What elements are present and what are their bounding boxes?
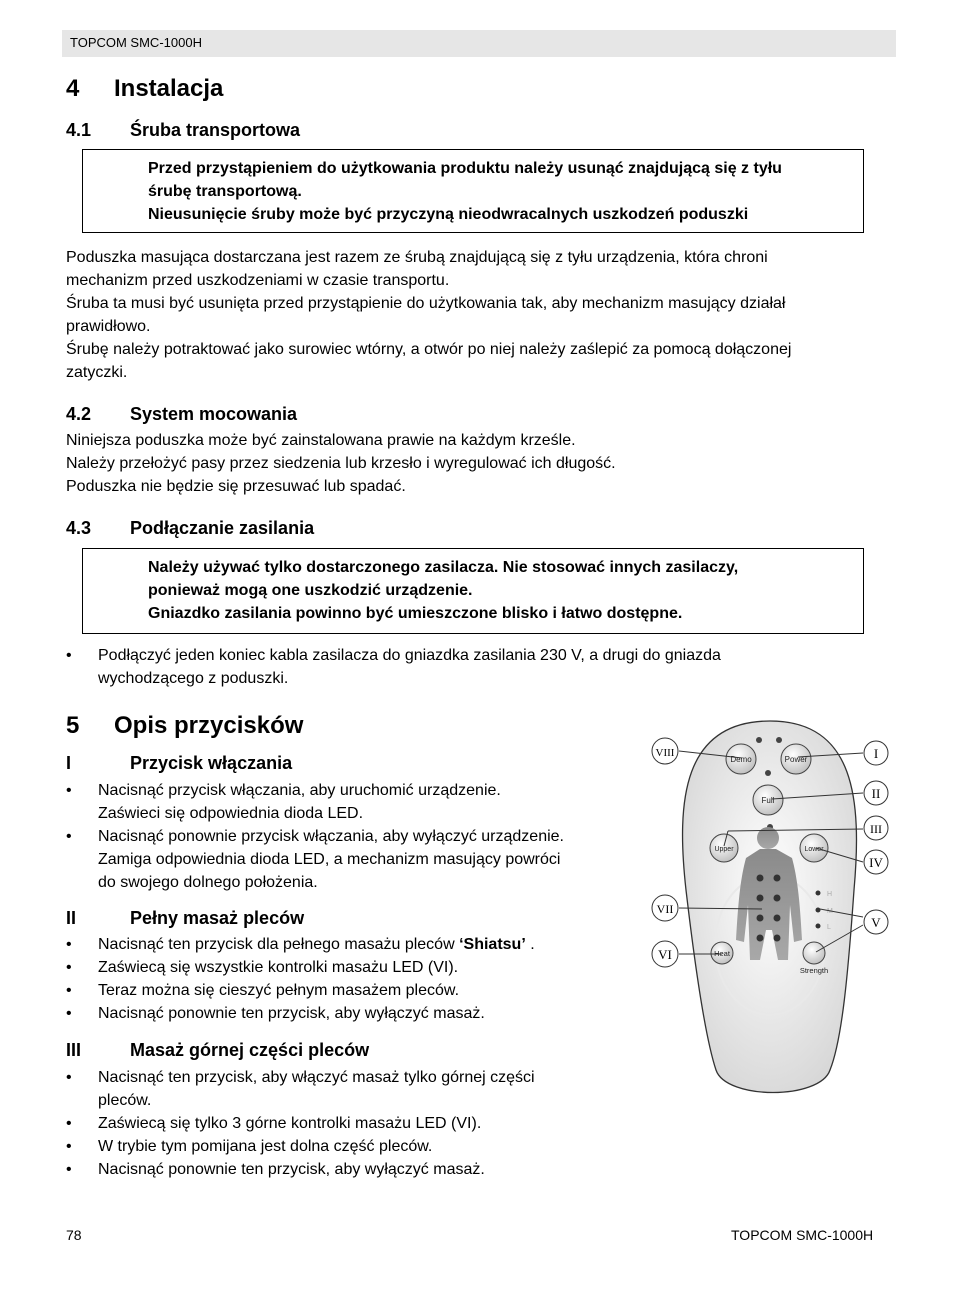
remote-control-illustration (640, 715, 900, 1105)
demo-button[interactable] (726, 744, 756, 774)
paragraph-transport-screw (66, 246, 791, 384)
massage-led-icon (757, 935, 764, 942)
list-item (66, 1002, 535, 1025)
massage-led-icon (757, 915, 764, 922)
text-line: • Teraz można się cieszyć pełnym masażem pleców. (98, 982, 460, 999)
massage-led-icon (774, 895, 781, 902)
subsection-number: I (66, 753, 72, 773)
power-button-label: Power (784, 755, 808, 764)
text-run: Nacisnąć ten przycisk dla pełnego masażu pleców (98, 936, 460, 953)
page-number: 78 (66, 1227, 82, 1243)
warning-line: ponieważ mogą one uszkodzić urządzenie. (148, 582, 473, 599)
upper-massage-list (66, 1066, 535, 1181)
warning-line: Gniazdko zasilania powinno być umieszczone blisko i łatwo dostępne. (148, 605, 683, 622)
footer-product: TOPCOM SMC-1000H (731, 1227, 874, 1243)
heat-button[interactable] (711, 942, 733, 964)
callout-label: V (871, 915, 881, 930)
massage-led-icon (774, 875, 781, 882)
warning-box-power-supply (82, 548, 864, 634)
text-line: Poduszka masująca dostarczana jest razem ze śrubą znajdującą się z tyłu urządzenia, która chroni (66, 249, 768, 266)
list-item (66, 979, 535, 1002)
warning-line: Należy używać tylko dostarczonego zasilacza. Nie stosować innych zasilaczy, (148, 559, 739, 576)
subsection-title: Pełny masaż pleców (130, 908, 305, 928)
subsection-title: System mocowania (130, 404, 298, 424)
subsection-title: Masaż górnej części pleców (130, 1040, 370, 1060)
list-item (66, 1066, 535, 1112)
text-line: • W trybie tym pomijana jest dolna część pleców. (98, 1138, 433, 1155)
lower-button-label: Lower (804, 846, 824, 853)
warning-box-transport-screw (82, 149, 864, 233)
heat-button-label: Heat (714, 949, 730, 958)
callout-iv (864, 850, 888, 874)
warning-line: Przed przystąpieniem do użytkowania produktu należy usunąć znajdującą się z tyłu (148, 160, 782, 177)
list-item (66, 779, 564, 825)
led-icon (776, 737, 782, 743)
callout-label: VII (656, 902, 674, 916)
level-led-icon (816, 891, 821, 896)
text-line: prawidłowo. (66, 318, 151, 335)
subsection-title: Przycisk włączania (130, 753, 293, 773)
section-5-heading (66, 712, 466, 742)
subsection-title: Śruba transportowa (130, 120, 301, 140)
text-line: mechanizm przed uszkodzeniami w czasie transportu. (66, 272, 450, 289)
text-line: Śruba ta musi być usunięta przed przystąpienie do użytkowania tak, aby mechanizm masujący działał (66, 295, 786, 312)
text-line: • Zaświecą się wszystkie kontrolki masażu LED (VI). (98, 959, 459, 976)
callout-label: IV (869, 855, 883, 870)
upper-button-label: Upper (714, 846, 734, 853)
lower-button[interactable] (800, 834, 828, 862)
list-item (66, 644, 721, 690)
massage-led-icon (757, 895, 764, 902)
demo-button-label: Demo (730, 755, 752, 764)
text-line: Zaświeci się odpowiednia dioda LED. (98, 805, 364, 822)
subsection-number: III (66, 1040, 82, 1060)
text-line: pleców. (98, 1092, 152, 1109)
callout-label: VIII (655, 747, 675, 759)
subsection-number: 4.1 (66, 120, 92, 140)
text-line (98, 933, 535, 956)
list-item (66, 1135, 535, 1158)
header-product: TOPCOM SMC-1000H (70, 35, 202, 50)
callout-iii (864, 816, 888, 840)
callout-i (864, 741, 888, 765)
warning-line: śrubę transportową. (148, 183, 302, 200)
text-line: • Podłączyć jeden koniec kabla zasilacza do gniazdka zasilania 230 V, a drugi do gniazda (98, 647, 721, 664)
massage-led-icon (757, 875, 764, 882)
header-bar (62, 30, 896, 57)
power-button-list (66, 779, 564, 894)
full-button-label: Full (761, 796, 775, 805)
level-label: L (827, 924, 831, 931)
text-line: • Nacisnąć ponownie ten przycisk, aby wyłączyć masaż. (98, 1161, 485, 1178)
subsection-title: Podłączanie zasilania (130, 518, 315, 538)
subsection-III-heading (66, 1040, 466, 1062)
callout-label: III (870, 822, 882, 836)
massage-led-icon (774, 915, 781, 922)
text-line: • Nacisnąć ponownie przycisk włączania, aby wyłączyć urządzenie. (98, 828, 564, 845)
led-icon (765, 770, 771, 776)
led-icon (756, 737, 762, 743)
level-led-icon (816, 908, 821, 913)
subsection-4-1-heading (66, 120, 466, 142)
subsection-number: 4.3 (66, 518, 92, 538)
level-label: H (827, 891, 833, 898)
callout-label: II (871, 786, 881, 801)
text-line: Śrubę należy potraktować jako surowiec wtórny, a otwór po niej należy zaślepić za pomocą dołączonej (66, 341, 792, 358)
callout-vii (652, 895, 678, 921)
subsection-II-heading (66, 908, 466, 930)
callout-viii (652, 738, 678, 764)
massage-led-icon (774, 935, 781, 942)
text-line: • Nacisnąć przycisk włączania, aby uruchomić urządzenie. (98, 782, 501, 799)
paragraph-mounting-system (66, 429, 616, 498)
strength-button-label: Strength (799, 966, 829, 975)
list-item (66, 1112, 535, 1135)
text-run-bold: ‘Shiatsu’ (459, 936, 526, 953)
list-item (66, 1158, 535, 1181)
upper-button[interactable] (710, 834, 738, 862)
full-massage-list (66, 933, 535, 1025)
subsection-4-2-heading (66, 404, 466, 426)
warning-line: Nieusunięcie śruby może być przyczyną nieodwracalnych uszkodzeń poduszki (148, 206, 749, 223)
text-line: do swojego dolnego położenia. (98, 874, 318, 891)
callout-vi (652, 941, 678, 967)
section-number: 4 (66, 75, 80, 102)
subsection-4-3-heading (66, 518, 466, 540)
list-item (66, 825, 564, 894)
callout-label: I (873, 746, 879, 761)
text-line: • Nacisnąć ponownie ten przycisk, aby wyłączyć masaż. (98, 1005, 485, 1022)
text-line: • Zaświecą się tylko 3 górne kontrolki masażu LED (VI). (98, 1115, 482, 1132)
text-line: Zamiga odpowiednia dioda LED, a mechanizm masujący powróci (98, 851, 561, 868)
section-title: Instalacja (114, 75, 224, 102)
section-number: 5 (66, 712, 80, 739)
subsection-number: 4.2 (66, 404, 92, 424)
power-button[interactable] (781, 744, 811, 774)
power-connection-list (66, 644, 721, 690)
subsection-I-heading (66, 753, 466, 775)
text-line: Należy przełożyć pasy przez siedzenia lub krzesło i wyregulować ich długość. (66, 455, 616, 472)
list-item (66, 956, 535, 979)
level-label: M (827, 908, 833, 915)
section-title: Opis przycisków (114, 712, 304, 739)
callout-v (864, 910, 888, 934)
subsection-number: II (66, 908, 77, 928)
list-item (66, 933, 535, 956)
callout-label: VI (658, 947, 672, 962)
text-line: • Nacisnąć ten przycisk, aby włączyć masaż tylko górnej części (98, 1069, 535, 1086)
callout-ii (864, 781, 888, 805)
level-led-icon (816, 924, 821, 929)
full-button[interactable] (753, 785, 783, 815)
text-line: Poduszka nie będzie się przesuwać lub spadać. (66, 478, 406, 495)
text-line: wychodzącego z poduszki. (98, 670, 289, 687)
text-run: . (525, 936, 535, 953)
text-line: zatyczki. (66, 364, 128, 381)
text-line: Niniejsza poduszka może być zainstalowana prawie na każdym krześle. (66, 432, 576, 449)
section-4-heading (66, 75, 366, 105)
